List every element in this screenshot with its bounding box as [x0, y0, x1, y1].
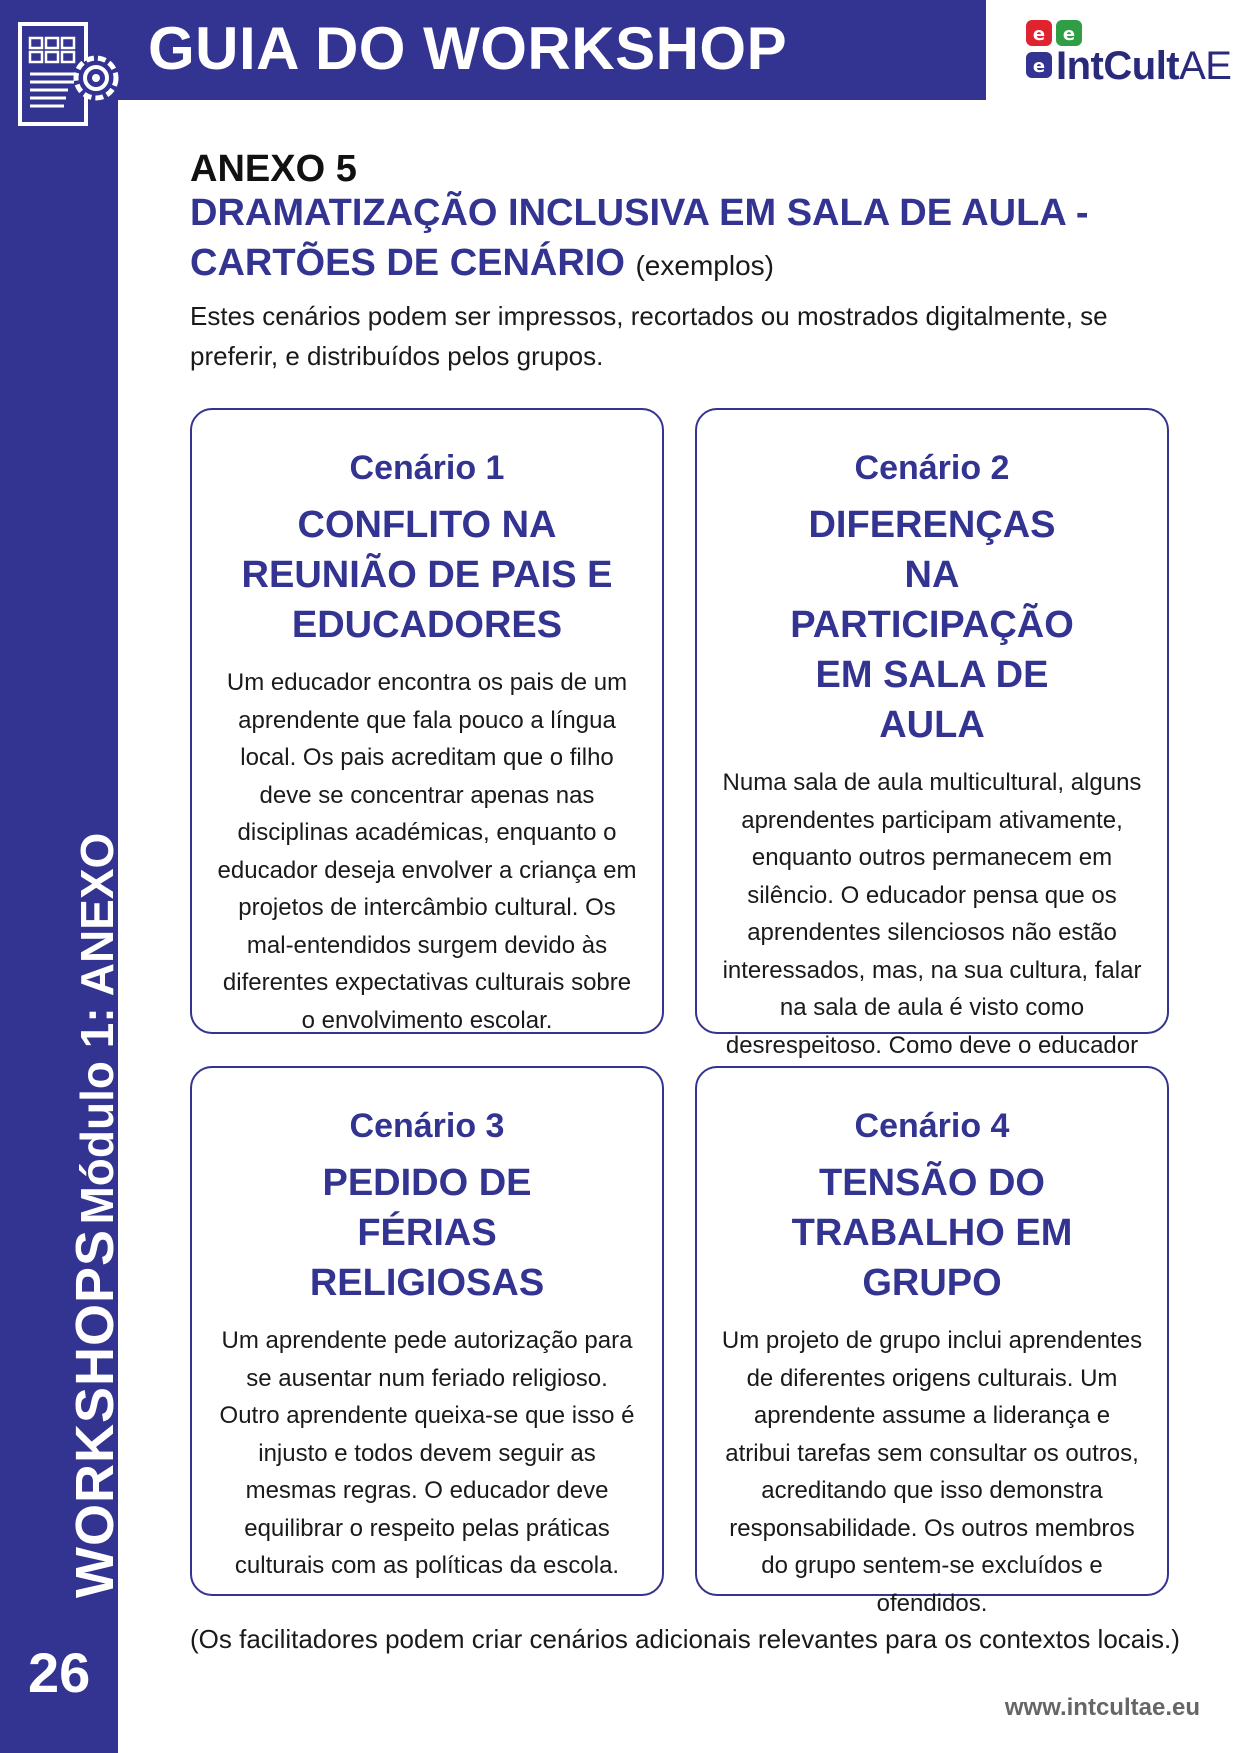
annex-title [190, 188, 1090, 291]
svg-text:e: e [1062, 24, 1076, 45]
scenario-body: Numa sala de aula multicultural, alguns aprendentes participam ativamente, enquanto outros permanecem em silêncio. O educador pensa que os aprendentes silenciosos não estão interessados, mas, na sua cultura, falar na sala de aula é visto como desrespeitoso. Como deve o educador [722, 769, 1142, 1059]
scenario-card-3 [190, 1066, 664, 1596]
scenario-body: Um educador encontra os pais de um aprendente que fala pouco a língua local. Os pais acreditam que o filho deve se concentrar apenas nas disciplinas académicas, enquanto o educador deseja envolver a criança em projetos de intercâmbio cultural. Os mal-entendidos surgem devido às diferentes expectativas culturais sobre o envolvimento escolar. [217, 669, 637, 1034]
intro-text: Estes cenários podem ser impressos, recortados ou mostrados digitalmente, se preferir, e distribuídos pelos grupos. [190, 301, 1108, 371]
scenario-card-2 [695, 408, 1169, 1059]
scenario-card-4 [695, 1066, 1169, 1617]
svg-text:e: e [1032, 24, 1046, 45]
scenario-card-1 [190, 408, 664, 1034]
website-link[interactable]: www.intcultae.eu [1004, 1694, 1200, 1721]
scenario-number: Cenário 1 [349, 449, 505, 487]
sidebar-section-label [64, 833, 126, 1598]
annex-title-line2: CARTÕES DE CENÁRIO (exemplos) [190, 242, 774, 284]
footer-note: (Os facilitadores podem criar cenários adicionais relevantes para os contextos locais.) [190, 1624, 1180, 1654]
page-number: 26 [28, 1641, 91, 1704]
annex-label: ANEXO 5 [190, 148, 357, 190]
sidebar-section: WORKSHOPS [65, 1228, 125, 1598]
scenario-title: PEDIDO DE FÉRIAS RELIGIOSAS [309, 1162, 545, 1304]
document-gear-icon [18, 22, 120, 128]
scenario-number: Cenário 2 [854, 449, 1010, 487]
scenario-number: Cenário 4 [854, 1107, 1010, 1145]
scenario-body: Um projeto de grupo inclui aprendentes de diferentes origens culturais. Um aprendente assume a liderança e atribui tarefas sem consultar os outros, acreditando que isso demonstra responsabilidade. Os outros membros do grupo sentem-se excluídos e ofendidos. [721, 1327, 1143, 1617]
annex-title-line1: DRAMATIZAÇÃO INCLUSIVA EM SALA DE AULA - [190, 192, 1089, 234]
logo-text: IntCultAE [1056, 44, 1232, 88]
intcultae-logo [1026, 18, 1232, 88]
scenario-title: DIFERENÇAS NA PARTICIPAÇÃO EM SALA DE AULA [790, 504, 1074, 746]
page-title: GUIA DO WORKSHOP [148, 15, 788, 82]
sidebar-module: Módulo 1: ANEXO [71, 832, 123, 1225]
scenario-number: Cenário 3 [349, 1107, 505, 1145]
scenario-title: TENSÃO DO TRABALHO EM GRUPO [791, 1162, 1073, 1304]
scenario-body: Um aprendente pede autorização para se ausentar num feriado religioso. Outro aprendente queixa-se que isso é injusto e todos devem seguir as mesmas regras. O educador deve equilibrar o respeito pelas práticas culturais com as políticas da escola. [219, 1327, 635, 1579]
scenario-title: CONFLITO NA REUNIÃO DE PAIS E EDUCADORES [241, 504, 613, 646]
svg-text:e: e [1032, 56, 1046, 77]
annex-title-suffix: (exemplos) [635, 250, 774, 281]
